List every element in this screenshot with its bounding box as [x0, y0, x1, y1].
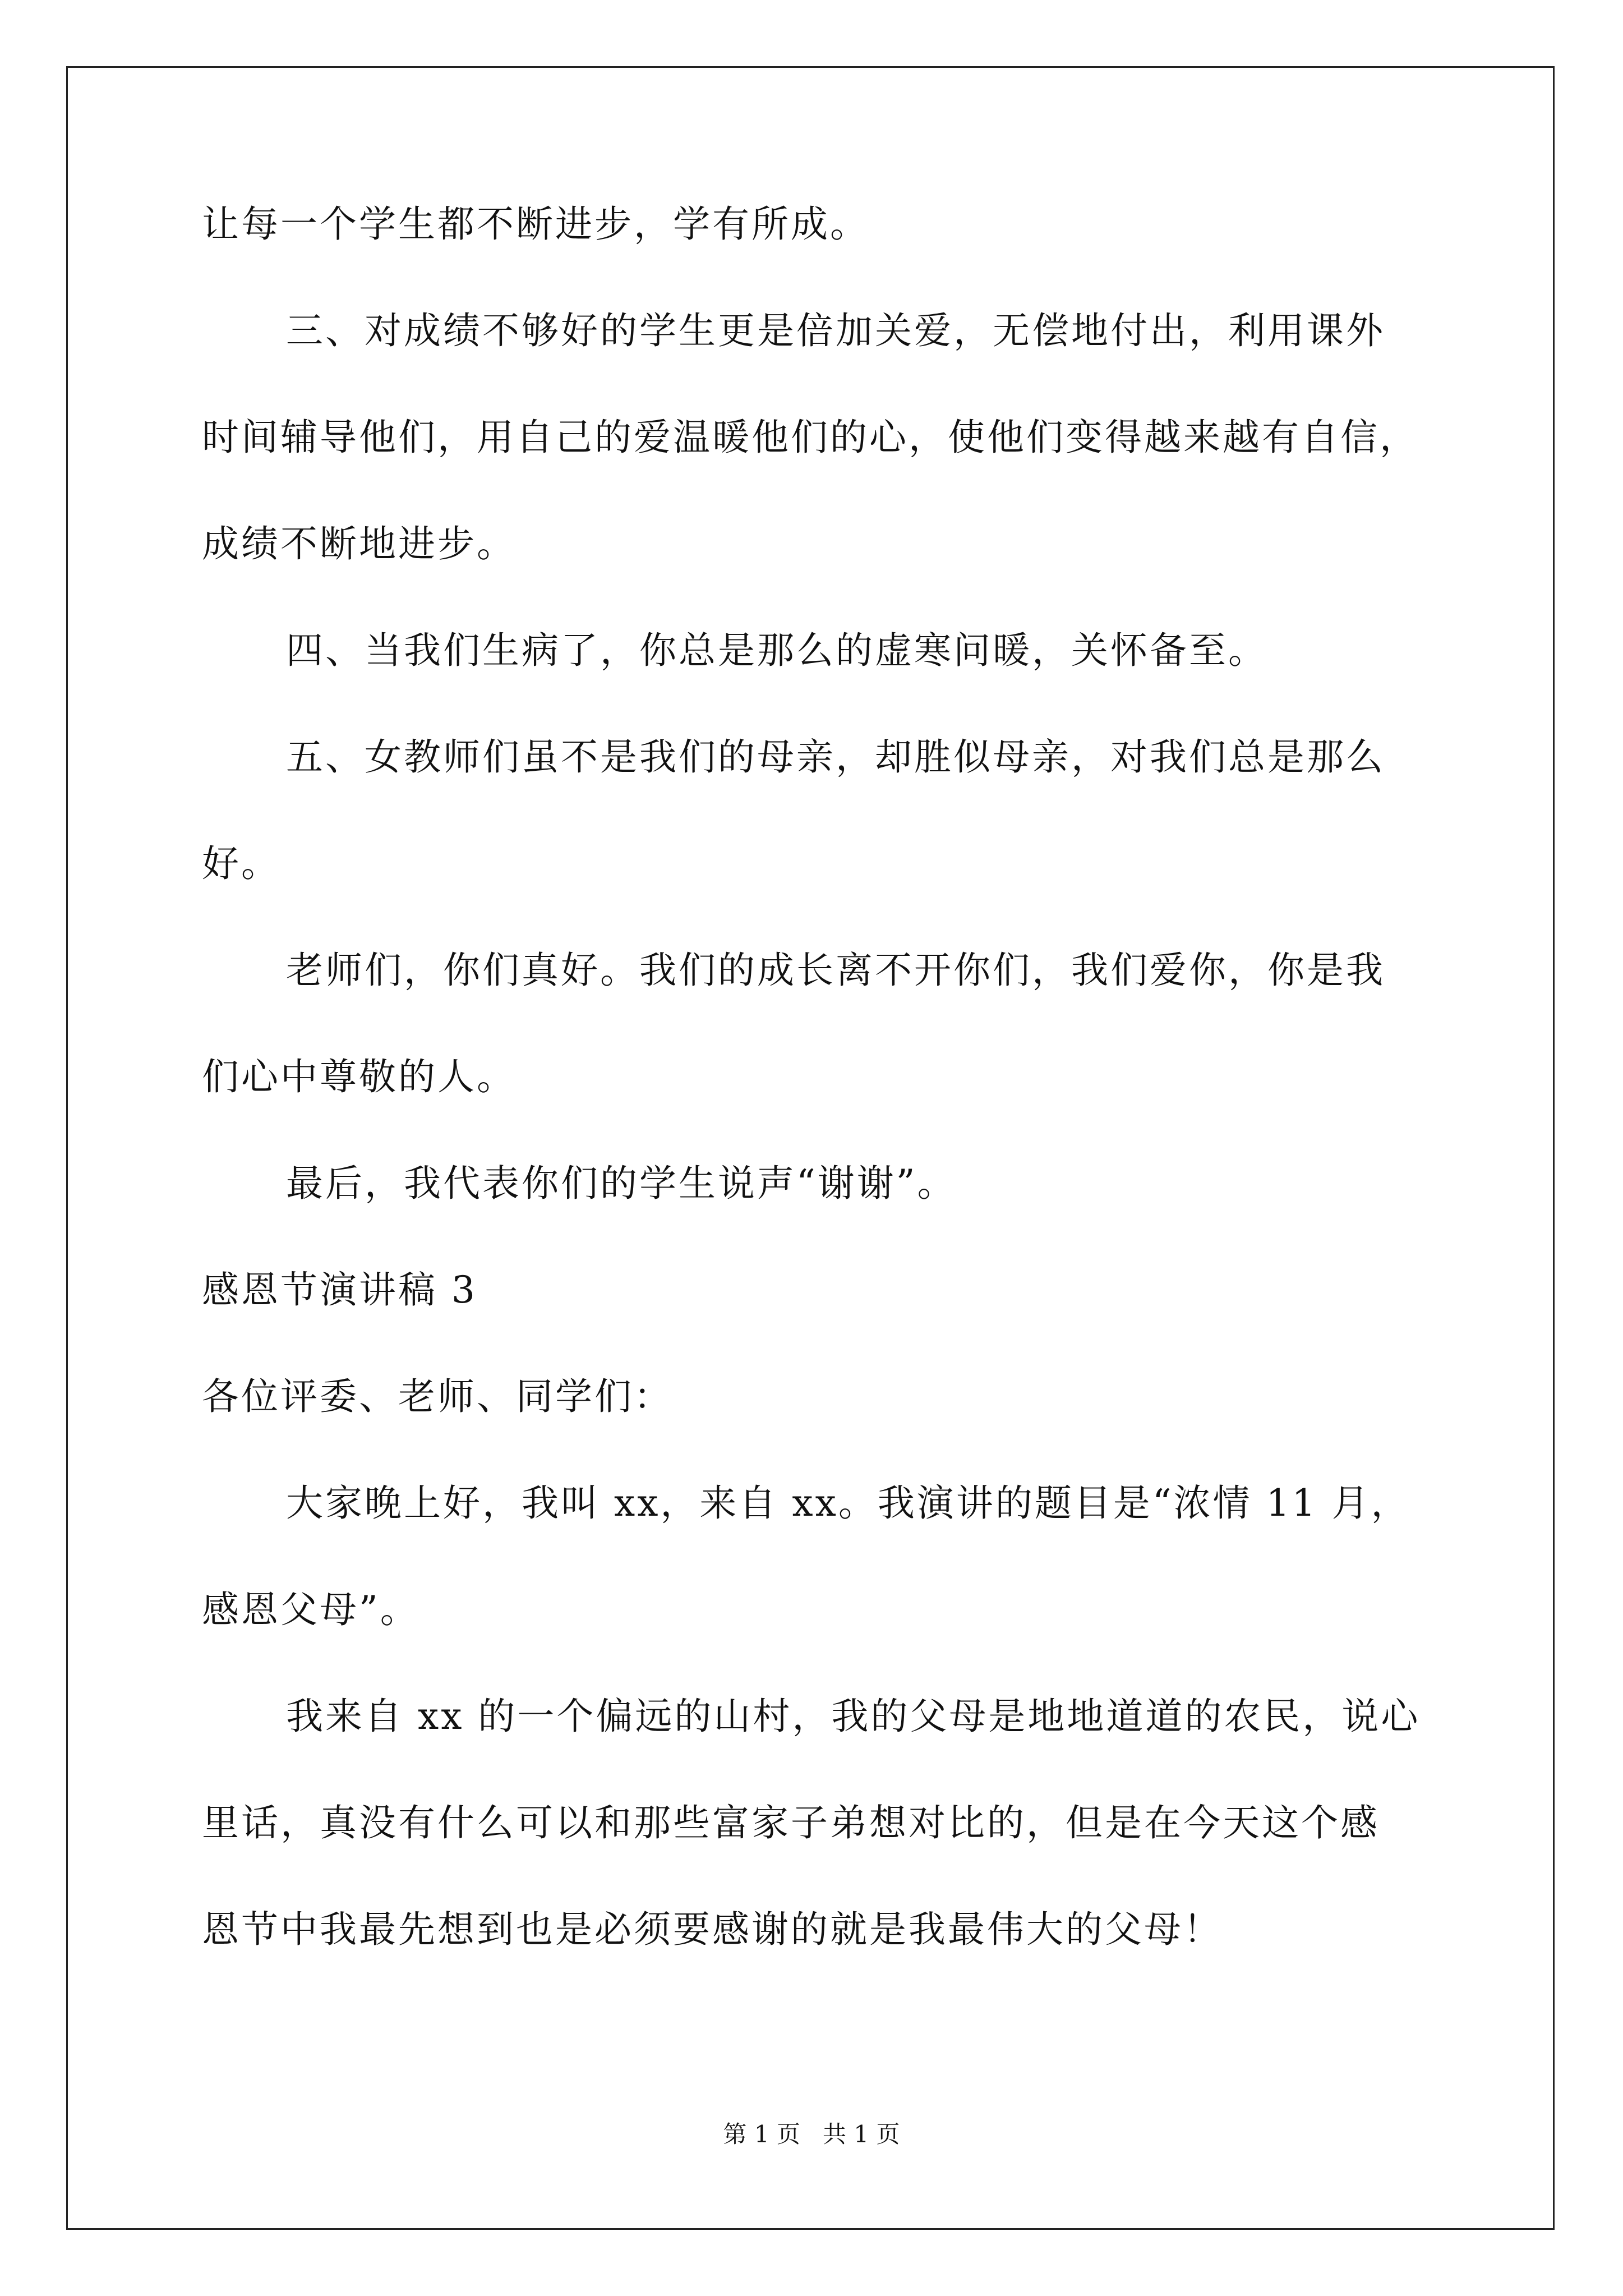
- text-line: 最后，我代表你们的学生说声“谢谢”。: [286, 1162, 957, 1205]
- salutation: 各位评委、老师、同学们：: [202, 1375, 673, 1418]
- text-line: 让每一个学生都不断进步，学有所成。: [202, 203, 869, 246]
- page-number-footer: 第 1 页 共 1 页: [723, 2120, 900, 2148]
- text-line: 五、女教师们虽不是我们的母亲，却胜似母亲，对我们总是那么: [286, 735, 1385, 779]
- text-line: 感恩父母”。: [202, 1588, 419, 1631]
- text-line: 三、对成绩不够好的学生更是倍加关爱，无偿地付出，利用课外: [286, 309, 1385, 352]
- text-line: 好。: [202, 842, 280, 885]
- text-line: 四、当我们生病了，你总是那么的虚寒问暖，关怀备至。: [286, 629, 1267, 672]
- text-line: 大家晚上好，我叫 xx，来自 xx。我演讲的题目是“浓情 11 月，: [286, 1481, 1410, 1525]
- page-border: [66, 66, 1555, 2230]
- text-line: 们心中尊敬的人。: [202, 1055, 516, 1098]
- text-line: 我来自 xx 的一个偏远的山村，我的父母是地地道道的农民，说心: [286, 1695, 1421, 1738]
- text-line: 时间辅导他们，用自己的爱温暖他们的心，使他们变得越来越有自信，: [202, 416, 1419, 459]
- text-line: 里话，真没有什么可以和那些富家子弟想对比的，但是在今天这个感: [202, 1801, 1380, 1844]
- section-heading: 感恩节演讲稿 3: [202, 1268, 477, 1312]
- text-line: 恩节中我最先想到也是必须要感谢的就是我最伟大的父母！: [202, 1908, 1223, 1951]
- text-line: 老师们，你们真好。我们的成长离不开你们，我们爱你，你是我: [286, 949, 1385, 992]
- text-line: 成绩不断地进步。: [202, 522, 516, 565]
